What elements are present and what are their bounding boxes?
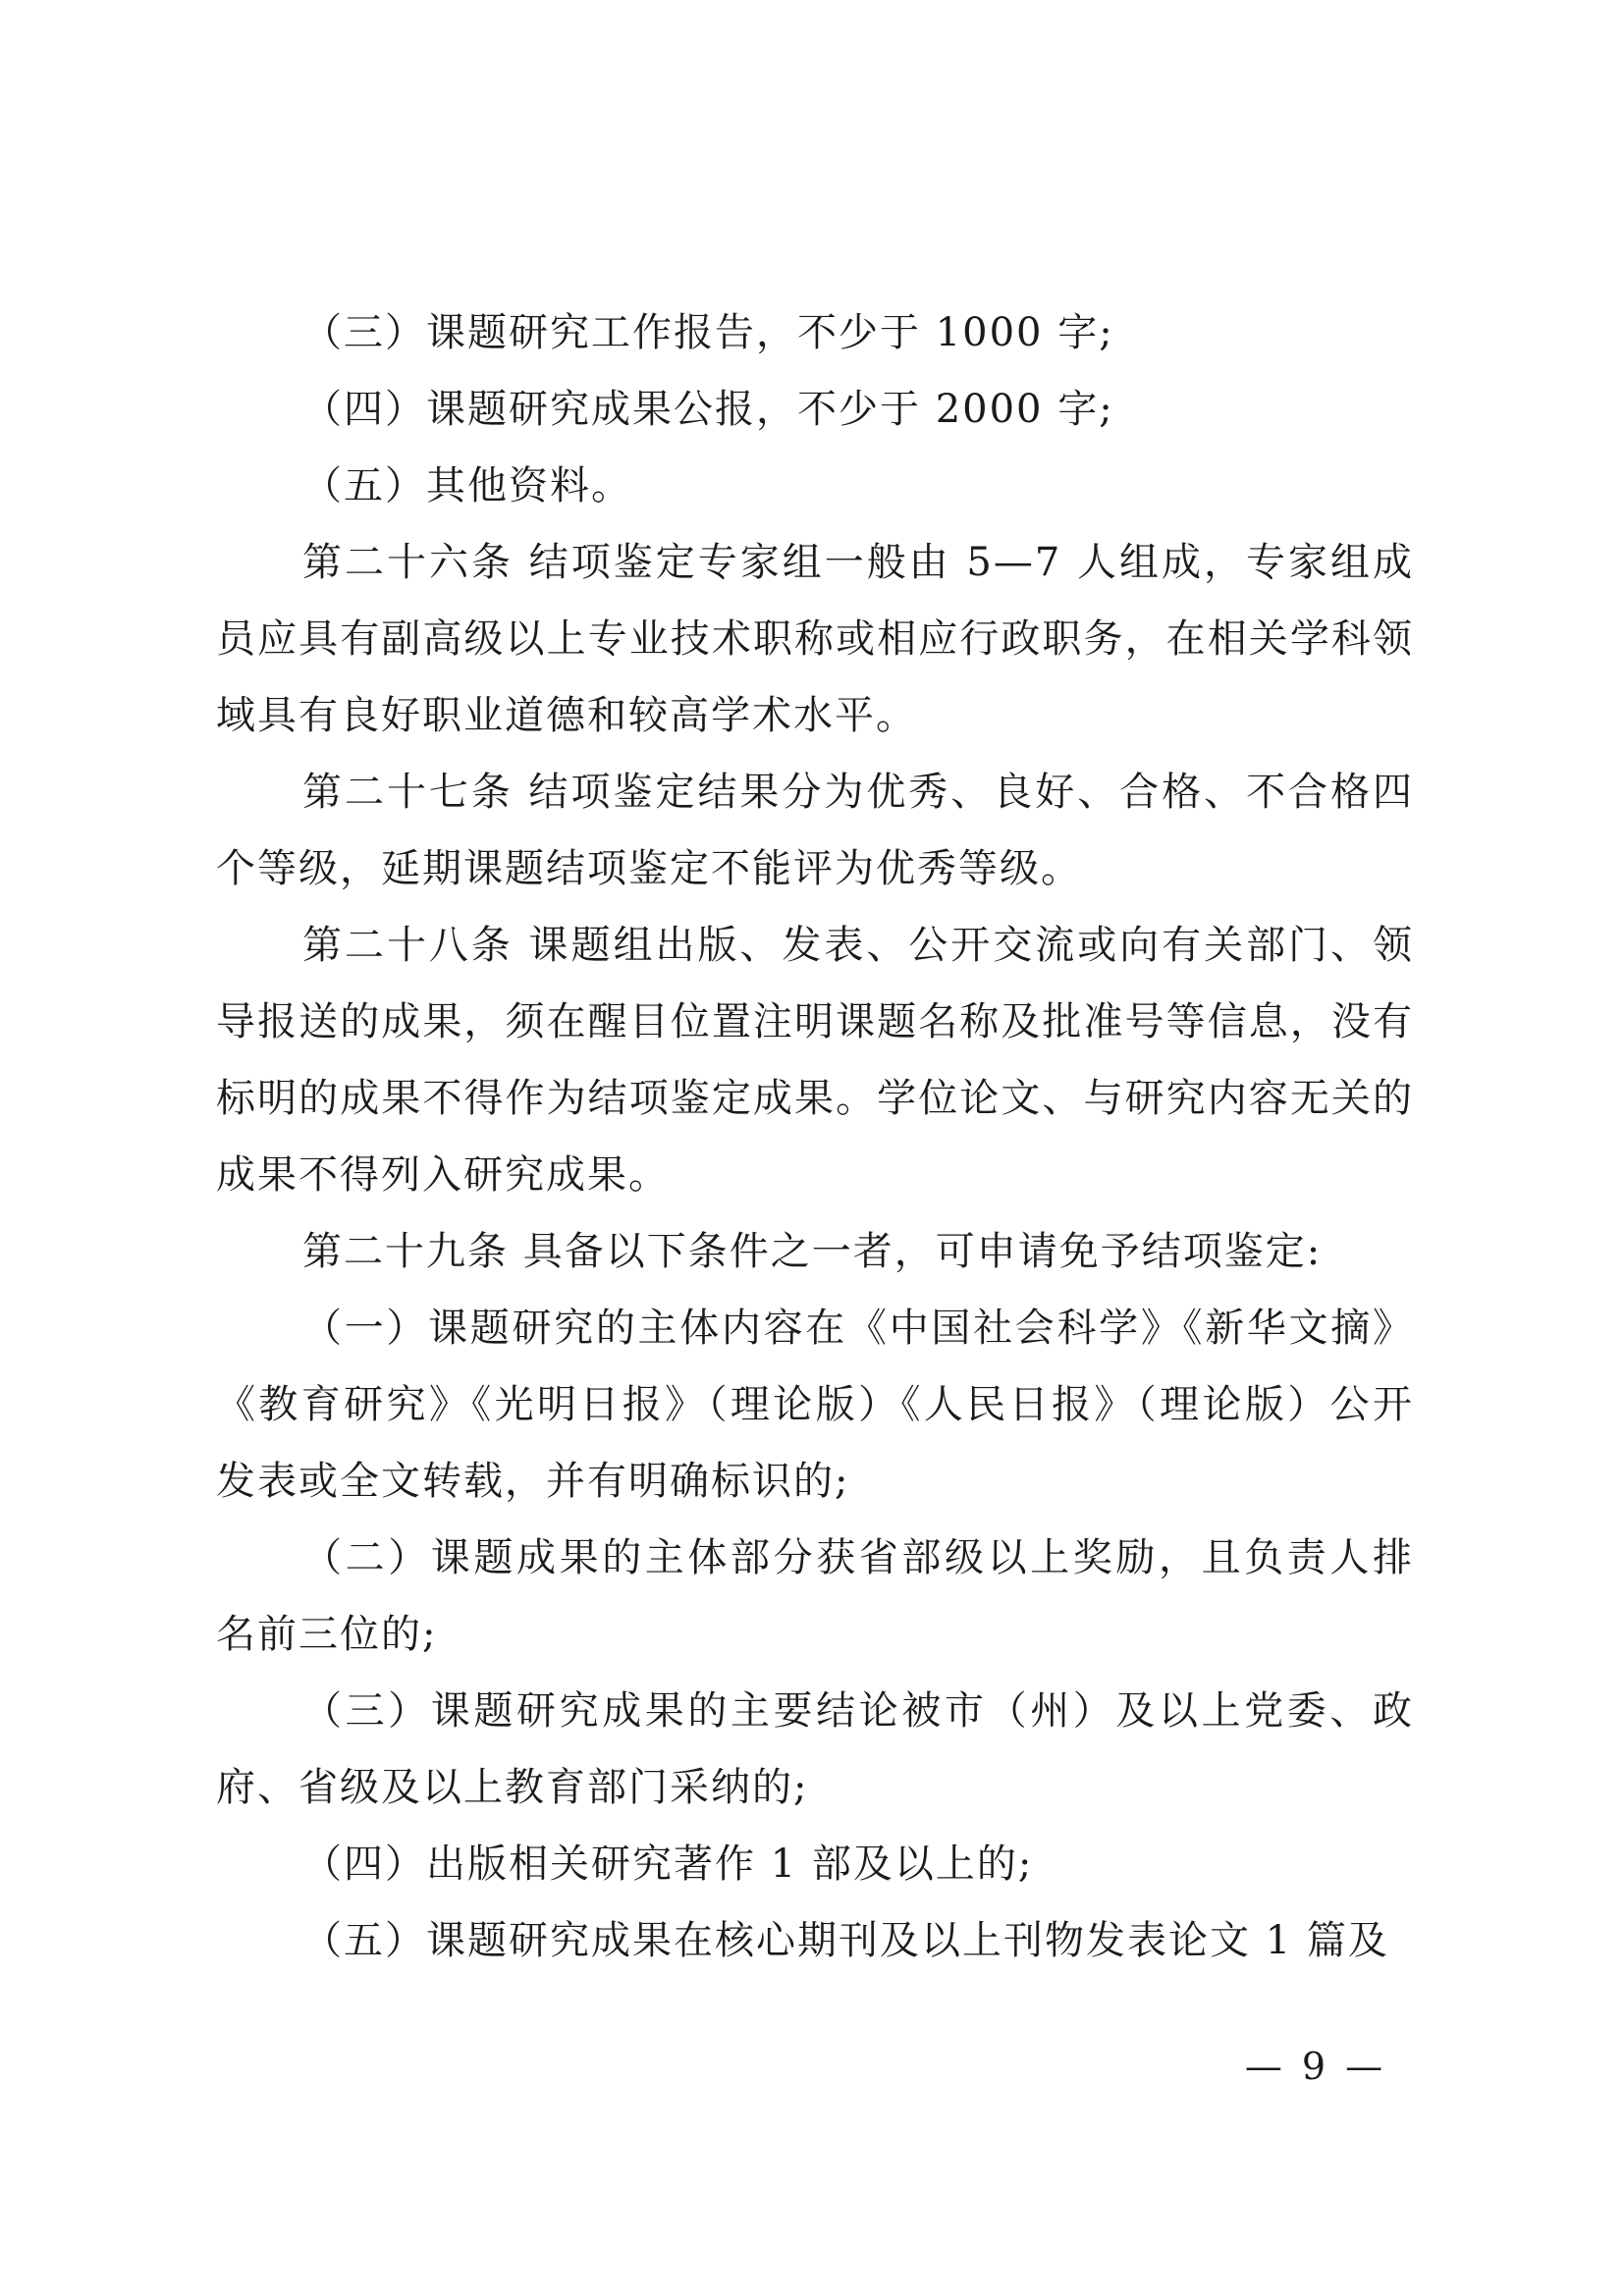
page-number: — 9 — <box>1244 2045 1387 2088</box>
paragraph-item-3: （三）课题研究工作报告，不少于 1000 字; <box>302 310 1114 355</box>
paragraph-item-5: （五）其他资料。 <box>302 463 632 508</box>
article-28: 第二十八条 课题组出版、发表、公开交流或向有关部门、领导报送的成果，须在醒目位置注明课题名称及批准号等信息，没有标明的成果不得作为结项鉴定成果。学位论文、与研究内容无关的成果不得列入研究成果。 <box>216 923 1414 1198</box>
condition-item-4: （四）出版相关研究著作 1 部及以上的; <box>302 1842 1034 1887</box>
paragraph-item-4: （四）课题研究成果公报，不少于 2000 字; <box>302 387 1114 432</box>
document-body <box>216 294 1414 1979</box>
article-29: 第二十九条 具备以下条件之一者，可申请免予结项鉴定: <box>302 1229 1323 1274</box>
condition-item-2: （二）课题成果的主体部分获省部级以上奖励，且负责人排名前三位的; <box>216 1535 1414 1657</box>
condition-item-1: （一）课题研究的主体内容在《中国社会科学》《新华文摘》《教育研究》《光明日报》（理论版）《人民日报》（理论版）公开发表或全文转载，并有明确标识的; <box>216 1306 1414 1504</box>
article-27: 第二十七条 结项鉴定结果分为优秀、良好、合格、不合格四个等级，延期课题结项鉴定不能评为优秀等级。 <box>216 770 1414 891</box>
article-26: 第二十六条 结项鉴定专家组一般由 5—7 人组成，专家组成员应具有副高级以上专业技术职称或相应行政职务，在相关学科领域具有良好职业道德和较高学术水平。 <box>216 540 1414 738</box>
condition-item-3: （三）课题研究成果的主要结论被市（州）及以上党委、政府、省级及以上教育部门采纳的; <box>216 1688 1414 1810</box>
condition-item-5: （五）课题研究成果在核心期刊及以上刊物发表论文 1 篇及 <box>302 1918 1389 1963</box>
